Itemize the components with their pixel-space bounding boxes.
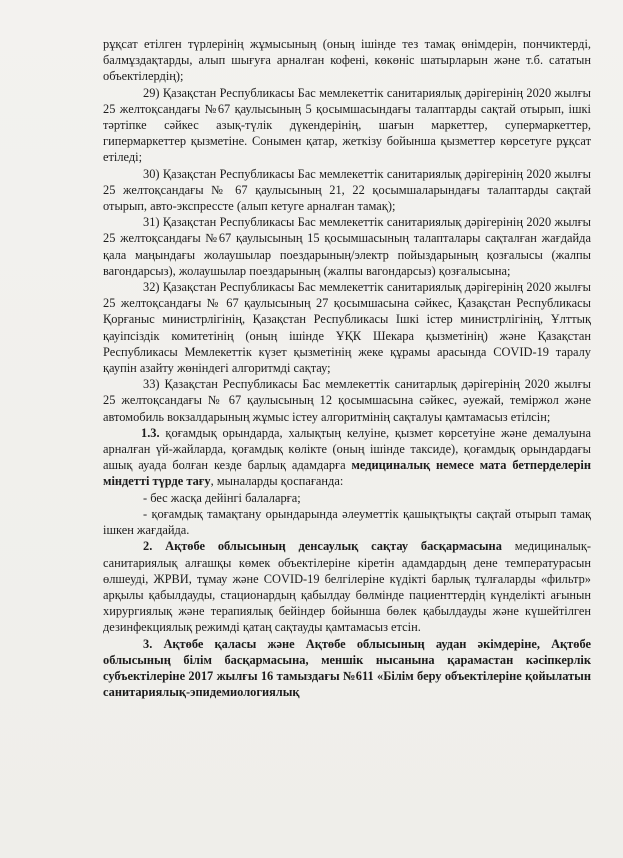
list-item-2: - қоғамдық тамақтану орындарында әлеуметтік қашықтықты сақтай отырып тамақ ішкен жағдайда.: [103, 506, 591, 538]
paragraph-2-text: медициналық-санитариялық алғашқы көмек объектілеріне кіретін адамдардың дене температурасын өлшеуді, ЖРВИ, тұмау және COVID-19 белгілеріне күдікті барлық тұлғаларды «фильтр» арқылы қабылдауды, стационардың қабылдау бөлмінде пациенттердің күнделікті ағынын хирургиялық және терапиялық бейіндер бойынша бөлек қабылдауды және күшейтілген дезинфекциялық режимді қатаң сақтауды қамтамасыз етсін.: [103, 539, 591, 635]
paragraph-29: 29) Қазақстан Республикасы Бас мемлекеттік санитариялық дәрігерінің 2020 жылғы 25 желтоқсандағы №67 қаулысының 5 қосымшасындағы талаптарды сақтай отырып, ішкі тәртіпке сәйкес азық-түлік дүкендерінің, шағын маркеттер, супермаркеттер, гипермаркеттер қызметіне. Сонымен қатар, жеткізу бойынша қызметтер көрсетуге рұқсат етіледі;: [103, 85, 591, 165]
paragraph-2-heading: 2. Ақтөбе облысының денсаулық сақтау басқармасына: [143, 539, 502, 554]
paragraph-3: [103, 636, 591, 701]
paragraph-3-heading: 3. Ақтөбе қаласы және Ақтөбе облысының аудан әкімдеріне, Ақтөбе облысының білім басқармасына, меншік нысанына қарамастан кәсіпкерлік субъектілеріне 2017 жылғы 16 тамыздағы №611 «Білім беру объектілеріне қойылатын санитариялық-эпидемиологиялық: [103, 636, 591, 700]
paragraph-1-3-number: 1.3.: [141, 425, 160, 440]
paragraph-33: 33) Қазақстан Республикасы Бас мемлекеттік санитарлық дәрігерінің 2020 жылғы 25 желтоқсандағы № 67 қаулысының 12 қосымшасына сәйкес, әуежай, теміржол және автомобиль вокзалдарының жұмыс істеу алгоритмінің сақталуы қамтамасыз етілсін;: [103, 377, 591, 424]
document-body: [103, 36, 591, 700]
paragraph-2: [103, 538, 591, 635]
list-item-1: - бес жасқа дейінгі балаларға;: [143, 490, 301, 505]
paragraph-1-3-emphasis: медициналық немесе мата бетперделерін міндетті түрде тағу: [103, 458, 591, 489]
paragraph-1-3-text: қоғамдық орындарда, халықтың келуіне, қызмет көрсетуіне және демалуына арналған үй-жайларда, қоғамдық көлікте (оның ішінде таксиде), қоғамдық орындардағы ашық ауада болған кезде барлық адамдарға: [103, 425, 591, 473]
paragraph-32: 32) Қазақстан Республикасы Бас мемлекеттік санитариялық дәрігерінің 2020 жылғы 25 желтоқсандағы № 67 қаулысының 27 қосымшасына сәйкес, Қазақстан Республикасы Қорғаныс министрлігінің, Қазақстан Республикасы Ішкі істер министрлігінің, Ұлттық қауіпсіздік комитетінің (оның ішінде ҰҚК Шекара қызметінің) және Қазақстан Республикасы Мемлекеттік күзет қызметінің жеке құрамы арасында COVID-19 таралу қаупін азайту жөніндегі алгоритмді сақтау;: [103, 280, 591, 376]
paragraph-continuation: рұқсат етілген түрлерінің жұмысының (оның ішінде тез тамақ өнімдерін, пончиктерді, балмұздақтарды, алып шығуға арналған кофені, көкөніс шатырларын және т.б. сататын объектілердің);: [103, 37, 591, 84]
paragraph-1-3-tail: , мыналарды қоспағанда:: [210, 474, 344, 489]
paragraph-30: 30) Қазақстан Республикасы Бас мемлекеттік санитариялық дәрігерінің 2020 жылғы 25 желтоқсандағы № 67 қаулысының 21, 22 қосымшаларындағы талаптарды сақтай отырып, авто-экспрессте (алып кетуге арналған тамақ);: [103, 166, 591, 214]
paragraph-31: 31) Қазақстан Республикасы Бас мемлекеттік санитариялық дәрігерінің 2020 жылғы 25 желтоқсандағы №67 қаулысының 15 қосымшасының талапталары сақталған жағдайда қала маңындағы жолаушылар поездарының/электр пойыздарының қозғалысы (жалпы вагондарсыз), жолаушылар поездарының (жалпы вагондарсыз) қозғалысына;: [103, 215, 591, 278]
paragraph-1-3: [103, 425, 591, 490]
